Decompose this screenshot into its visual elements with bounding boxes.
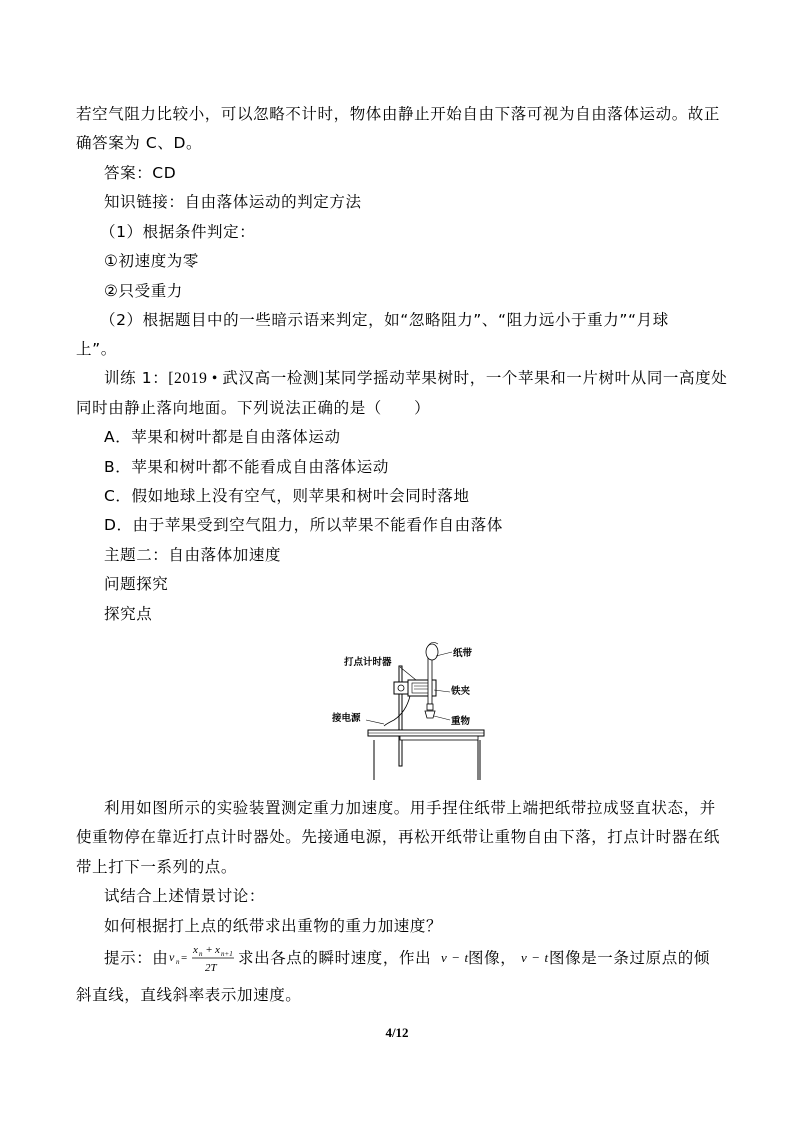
paragraph-line: 同时由静止落向地面。下列说法正确的是（ ） xyxy=(76,399,431,417)
option-a: A．苹果和树叶都是自由落体运动 xyxy=(104,428,341,446)
label-power: 接电源 xyxy=(332,713,361,724)
formula-den: 2T xyxy=(205,962,217,974)
label-clamp: 铁夹 xyxy=(451,686,471,697)
section-heading: 主题二：自由落体加速度 xyxy=(104,546,282,564)
vt-label: v − t xyxy=(441,950,469,965)
hint-text: 图像是一条过原点的倾 xyxy=(549,949,711,967)
weight xyxy=(425,711,435,718)
vt-label: v − t xyxy=(521,950,549,965)
list-item: ②只受重力 xyxy=(104,282,183,300)
hand xyxy=(426,644,438,660)
paragraph-line: 带上打下一系列的点。 xyxy=(76,858,238,876)
option-d: D．由于苹果受到空气阻力，所以苹果不能看作自由落体 xyxy=(104,516,503,534)
answer-line: 答案：CD xyxy=(104,164,177,182)
list-item: ①初速度为零 xyxy=(104,252,199,270)
subsection-heading: 问题探究 xyxy=(104,575,169,593)
formula-plus: + xyxy=(206,944,213,956)
paragraph-line: 确答案为 C、D。 xyxy=(76,134,203,152)
option-b: B．苹果和树叶都不能看成自由落体运动 xyxy=(104,458,389,476)
exercise-text: 某同学摇动苹果树时，一个苹果和一片树叶从同一高度处 xyxy=(324,369,728,387)
paragraph-line: 斜直线，直线斜率表示加速度。 xyxy=(76,986,302,1004)
label-timer: 打点计时器 xyxy=(344,657,392,668)
paragraph-line: 利用如图所示的实验装置测定重力加速度。用手捏住纸带上端把纸带拉成竖直状态，并 xyxy=(104,799,716,817)
paragraph-line: 使重物停在靠近打点计时器处。先接通电源，再松开纸带让重物自由下落，打点计时器在纸 xyxy=(76,828,721,846)
label-tape: 纸带 xyxy=(453,648,473,659)
power-wire xyxy=(384,696,410,726)
paper-tape xyxy=(428,656,432,704)
paragraph-line: 若空气阻力比较小，可以忽略不计时，物体由静止开始自由下落可视为自由落体运动。故正 xyxy=(76,105,721,123)
formula-num: x xyxy=(193,944,198,956)
hint-text: 图像， xyxy=(468,949,517,967)
paragraph-line: 上”。 xyxy=(76,340,117,358)
exercise-source: [2019 • 武汉高一检测] xyxy=(168,370,325,387)
apparatus-drawing xyxy=(328,634,494,780)
formula-equals: = xyxy=(181,952,188,964)
experiment-apparatus-figure xyxy=(328,634,494,780)
hint-text: 求出各点的瞬时速度，作出 xyxy=(238,949,432,967)
label-weight: 重物 xyxy=(451,716,471,727)
paragraph-line: （1）根据条件判定： xyxy=(100,223,256,241)
exercise-line xyxy=(104,368,727,389)
question-line: 如何根据打上点的纸带求出重物的重力加速度？ xyxy=(104,917,443,935)
formula-num-sub1: n xyxy=(199,950,203,958)
formula-num2: x xyxy=(215,944,220,956)
page-number: 4/12 xyxy=(385,1025,409,1040)
velocity-formula xyxy=(169,940,235,976)
formula-lhs: v xyxy=(169,950,175,964)
formula-num-sub2: n+1 xyxy=(221,950,233,958)
paragraph-line: 试结合上述情景讨论： xyxy=(104,887,266,905)
paragraph-line: （2）根据题目中的一些暗示语来判定，如“忽略阻力”、“阻力远小于重力”“月球 xyxy=(100,311,669,329)
subsection-heading: 探究点 xyxy=(104,605,153,623)
option-c: C．假如地球上没有空气，则苹果和树叶会同时落地 xyxy=(104,487,470,505)
exercise-label: 训练 1： xyxy=(104,369,169,387)
hint-label: 提示：由 xyxy=(104,949,169,967)
knowledge-link-heading: 知识链接：自由落体运动的判定方法 xyxy=(104,193,362,211)
formula-lhs-sub: n xyxy=(176,958,180,966)
